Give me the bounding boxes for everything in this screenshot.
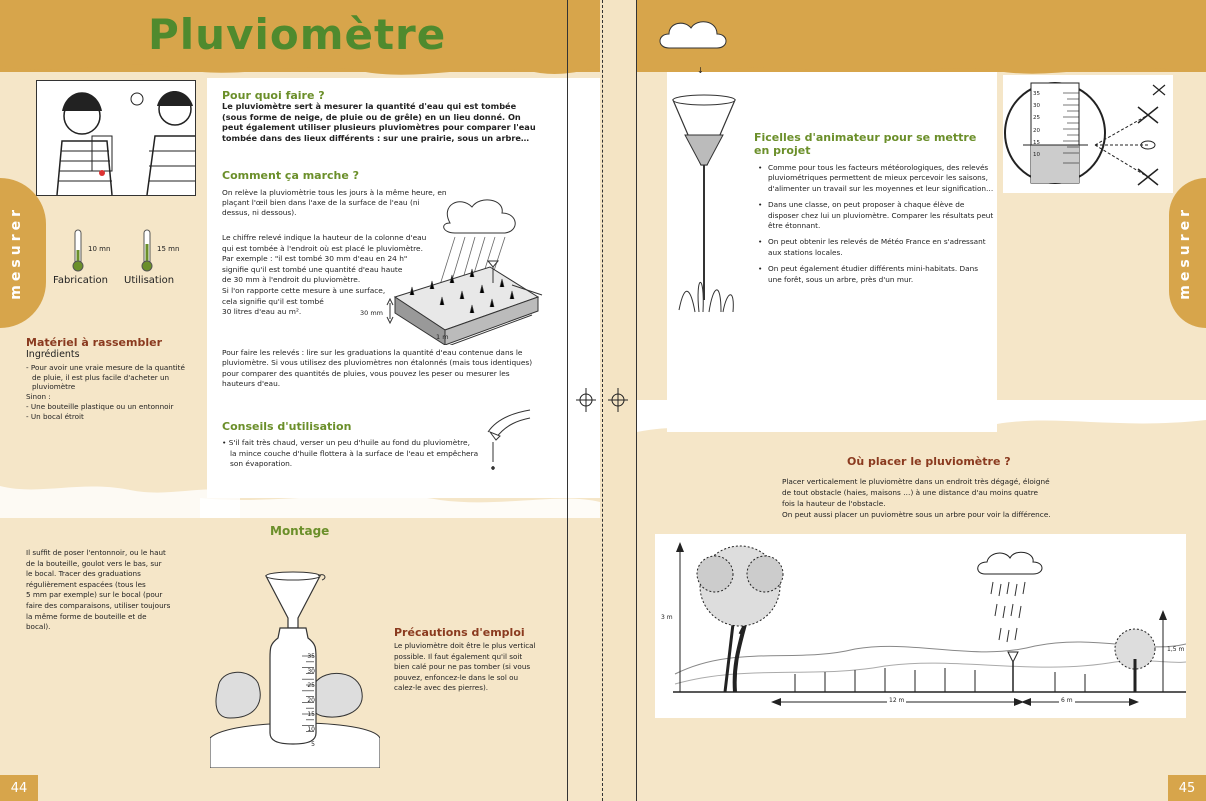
comment-line: signifie qu'il est tombé une quantité d'eau haute xyxy=(222,264,403,274)
montage-line: de la bouteille, goulot vers le bas, sur xyxy=(26,558,162,568)
tube-mark: 25 xyxy=(1033,115,1040,122)
placer-line: fois la hauteur de l'obstacle. xyxy=(782,499,886,508)
comment-line: 30 litres d'eau au m². xyxy=(222,307,302,317)
materiel-line: - Une bouteille plastique ou un entonnoir xyxy=(26,401,174,411)
thermometer-fabrication-icon xyxy=(68,228,88,273)
fabrication-time: 10 mn xyxy=(88,245,111,253)
materiel-line: de pluie, il est plus facile d'acheter un xyxy=(32,372,170,382)
distance-6m-label: 6 m xyxy=(1061,697,1073,704)
tube-mark: 35 xyxy=(1033,91,1040,97)
materiel-heading: Matériel à rassembler xyxy=(26,336,162,349)
gutter-line-left xyxy=(567,0,568,801)
page-title: Pluviomètre xyxy=(148,10,447,59)
section-tab-label-right: mesurer xyxy=(1177,206,1193,300)
meadow-rain-illustration xyxy=(360,195,550,345)
ficelles-item: • Comme pour tous les facteurs météorologiques, des relevés pluviométriques permettent de mieux percevoir les saisons, d'alimenter un travail sur les moyennes et leur signification… xyxy=(762,163,994,194)
comment-line: pluviomètre. Si vous utilisez des pluviomètres non étalonnés (mais tous identiques) xyxy=(222,358,533,368)
precautions-line: Le pluviomètre doit être le plus vertical xyxy=(394,641,536,650)
precautions-line: bien calé pour ne pas tomber (si vous xyxy=(394,662,531,672)
oil-drop-hand-icon xyxy=(478,402,533,477)
conseils-text xyxy=(222,438,492,470)
tube-mark: 30 xyxy=(1033,103,1040,110)
placer-line: On peut aussi placer un puviomètre sous un arbre pour voir la différence. xyxy=(782,510,1051,519)
comment-line: Si l'on rapporte cette mesure à une surface, xyxy=(222,285,386,295)
comment-line: plaçant l'œil bien dans l'axe de la surface de l'eau (ni xyxy=(222,198,420,208)
gauge-mark: 10 xyxy=(307,725,315,733)
ficelles-heading: Ficelles d'animateur pour se mettre en projet xyxy=(754,131,977,157)
montage-line: régulièrement espacées (tous les xyxy=(26,579,146,589)
fabrication-label: Fabrication xyxy=(53,275,108,286)
torn-separator xyxy=(0,478,600,518)
comment-line: de 30 mm à l'endroit du pluviomètre. xyxy=(222,275,361,285)
conseils-line-text: S'il fait très chaud, verser un peu d'huile au fond du pluviomètre, xyxy=(228,438,470,447)
tube-mark: 15 xyxy=(1033,139,1040,146)
materiel-line: pluviomètre xyxy=(32,382,76,392)
right-page xyxy=(637,0,1206,801)
gauge-mark: 20 xyxy=(307,696,315,704)
conseils-line: son évaporation. xyxy=(230,459,293,469)
comment-line: hauteurs d'eau. xyxy=(222,379,281,389)
montage-line: le bocal. Tracer des graduations xyxy=(26,569,141,579)
montage-text xyxy=(26,548,186,633)
conseils-heading: Conseils d'utilisation xyxy=(222,420,352,433)
placer-heading: Où placer le pluviomètre ? xyxy=(847,455,1011,468)
section-tab xyxy=(0,178,46,328)
page-number-right: 45 xyxy=(1168,775,1206,801)
precautions-line: possible. Il faut également qu'il soit xyxy=(394,651,523,661)
utilisation-time: 15 mn xyxy=(157,245,180,253)
comment-line: dessus, ni dessous). xyxy=(222,208,297,218)
gauge-mark: 30 xyxy=(307,667,315,675)
cloud-icon xyxy=(657,16,729,56)
comment-heading: Comment ça marche ? xyxy=(222,169,360,182)
placement-scene xyxy=(655,534,1186,718)
comment-line: pour comparer des quantités de pluies, vous pouvez les peser ou mesurer les xyxy=(222,368,510,378)
comment-p3 xyxy=(222,348,562,390)
comment-line: cela signifie qu'il est tombé xyxy=(222,296,324,306)
pourquoi-text xyxy=(222,101,552,143)
placer-text xyxy=(782,476,1082,520)
materiel-line: - Un bocal étroit xyxy=(26,411,84,421)
placer-line: Placer verticalement le pluviomètre dans un endroit très dégagé, éloigné xyxy=(782,477,1050,486)
ficelles-item: • Dans une classe, on peut proposer à chaque élève de disposer chez lui un pluviomètre. Comparer les résultats peut être étonnant. xyxy=(762,200,994,231)
gauge-mark: 5 xyxy=(311,740,315,748)
ficelles-item: • On peut également étudier différents mini-habitats. Dans une forêt, sous un arbre, près d'un mur. xyxy=(762,264,994,285)
tube-mark: 20 xyxy=(1033,127,1040,134)
left-page xyxy=(0,0,600,801)
pourquoi-line: Le pluviomètre sert à mesurer la quantité d'eau qui est tombée xyxy=(222,101,517,111)
utilisation-label: Utilisation xyxy=(124,275,175,286)
ficelles-item: • On peut obtenir les relevés de Météo France en s'adressant aux stations locales. xyxy=(762,237,994,258)
comment-line: On relève la pluviomètrie tous les jours à la même heure, en xyxy=(222,188,447,197)
down-arrow-icon: ↓ xyxy=(697,66,704,75)
thermometer-utilisation-icon xyxy=(137,228,157,273)
pourquoi-heading: Pour quoi faire ? xyxy=(222,89,325,102)
pourquoi-line: tombée dans des lieux différents : sur une prairie, sous un arbre… xyxy=(222,132,530,143)
precautions-line: pouvez, enfoncez-le dans le sol ou xyxy=(394,672,519,682)
materiel-line: - Pour avoir une vraie mesure de la quantité xyxy=(26,363,185,372)
montage-line: bocal). xyxy=(26,622,51,632)
section-tab-right xyxy=(1169,178,1206,328)
funnel-stake-illustration xyxy=(665,90,745,320)
section-tab-label: mesurer xyxy=(8,206,24,300)
conseils-line: la mince couche d'huile flottera à la surface de l'eau et empêchera xyxy=(230,448,479,458)
montage-line: Il suffit de poser l'entonnoir, ou le haut xyxy=(26,548,166,557)
bush-height-label: 1,5 m xyxy=(1167,646,1185,653)
gauge-mark: 35 xyxy=(307,653,315,660)
pourquoi-line: peut également utiliser plusieurs pluviomètres pour comparer l'eau xyxy=(222,122,536,133)
tube-mark: 10 xyxy=(1033,152,1040,159)
page-number-left: 44 xyxy=(0,775,38,801)
figure-width-label: 1 m xyxy=(436,333,449,341)
materiel-sub: Ingrédients xyxy=(26,349,80,360)
gauge-mark-labels xyxy=(293,650,315,752)
tube-reading-illustration xyxy=(1003,75,1173,193)
gauge-mark: 25 xyxy=(307,682,315,690)
comment-line: qui est tombée à l'endroit où est placé le pluviomètre. xyxy=(222,243,423,253)
montage-line: faire des comparaisons, utiliser toujours xyxy=(26,600,171,610)
kids-drawing xyxy=(37,81,195,195)
distance-12m-label: 12 m xyxy=(889,697,905,704)
conseils-line: • S'il fait très chaud, verser un peu d'huile au fond du pluviomètre, xyxy=(222,438,470,447)
montage-line: 5 mm par exemple) sur le bocal (pour xyxy=(26,590,163,600)
placer-line: de tout obstacle (haies, maisons …) à une distance d'au moins quatre xyxy=(782,488,1039,497)
materiel-line: Sinon : xyxy=(26,392,51,402)
pourquoi-line: (sous forme de neige, de pluie ou de grêle) en un lieu donné. On xyxy=(222,111,521,122)
precautions-heading: Précautions d'emploi xyxy=(394,626,525,639)
comment-line: Pour faire les relevés : lire sur les graduations la quantité d'eau contenue dans le xyxy=(222,348,523,357)
placement-scene-drawing xyxy=(655,534,1186,718)
montage-line: la même forme de bouteille et de xyxy=(26,611,147,621)
montage-heading: Montage xyxy=(270,524,330,538)
materiel-list xyxy=(26,363,201,421)
precautions-text xyxy=(394,641,554,694)
gauge-mark: 15 xyxy=(307,711,315,719)
precautions-line: calez-le avec des pierres). xyxy=(394,683,489,693)
registration-marks-icon xyxy=(576,388,630,412)
comment-line: Le chiffre relevé indique la hauteur de la colonne d'eau xyxy=(222,233,427,242)
torn-separator-right xyxy=(637,400,1206,450)
comment-line: Par exemple : "il est tombé 30 mm d'eau en 24 h" xyxy=(222,254,408,264)
kids-illustration xyxy=(36,80,196,196)
tree-height-label: 3 m xyxy=(661,614,673,621)
tube-mark-labels xyxy=(1033,88,1053,161)
figure-height-label: 30 mm xyxy=(360,309,384,317)
tube-reading-drawing xyxy=(1003,75,1173,193)
ficelles-list xyxy=(754,163,994,291)
